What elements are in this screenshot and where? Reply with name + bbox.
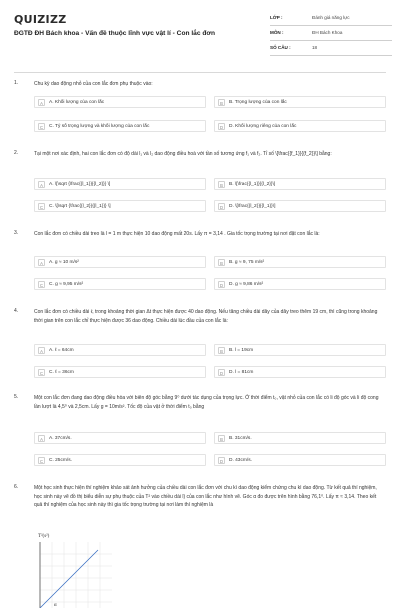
meta-row-subject xyxy=(270,26,392,41)
option-c[interactable] xyxy=(34,278,206,290)
option-letter: C xyxy=(39,205,44,210)
option-text: B. Trọng lượng của con lắc xyxy=(229,99,287,105)
option-letter: D xyxy=(219,283,224,288)
question-number: 3. xyxy=(14,230,19,236)
meta-row-count xyxy=(270,41,392,56)
meta-key: SỐ CÂU : xyxy=(270,45,291,50)
option-letter: D xyxy=(219,459,224,464)
option-b[interactable] xyxy=(214,178,386,190)
meta-key: MÔN : xyxy=(270,30,284,35)
option-text: C. g ≈ 9,95 m/s² xyxy=(49,281,84,287)
option-d[interactable] xyxy=(214,278,386,290)
question-3 xyxy=(14,230,386,300)
graph-angle-label: α xyxy=(54,603,57,608)
option-text: D. \[\frac{{l_2}}{{l_1}}\] xyxy=(229,203,276,209)
option-text: B. \[\frac{{l_1}}{{l_2}}\] xyxy=(229,181,276,187)
worksheet-header xyxy=(0,0,400,64)
question-number: 5. xyxy=(14,394,19,400)
question-number: 2. xyxy=(14,150,19,156)
meta-value: ĐH Bách Khoa xyxy=(312,30,343,35)
option-text: C. ℓ = 36cm xyxy=(49,369,74,375)
option-b[interactable] xyxy=(214,432,386,444)
question-text: Con lắc đơn có chiều dài ℓ, trong khoảng thời gian Δt thực hiện được 40 dao động. Nếu tăng chiều dài dây của dây treo thêm 19 cm, thì cũng trong khoảng thời gian trên con lắc chỉ thực hiện được 36 dao động. Chiều dài lúc đầu của con lắc là: xyxy=(34,309,378,324)
option-text: B. 31cm/s. xyxy=(229,435,252,441)
option-text: C. \[\sqrt {\frac{{l_2}}{{l_1}}} \] xyxy=(49,203,111,209)
meta-value: 18 xyxy=(312,45,318,50)
option-text: D. g ≈ 9,86 m/s² xyxy=(229,281,264,287)
question-6 xyxy=(14,484,386,524)
question-number: 4. xyxy=(14,308,19,314)
option-a[interactable] xyxy=(34,96,206,108)
question-text: Một học sinh thực hiện thí nghiệm khảo sát ảnh hưởng của chiều dài con lắc đơn với chu kì dao động kiểm chứng chu kì dao động. Từ kết quả thí nghiệm, học sinh này vẽ đồ thị biểu diễn sự phụ thuộc của T² vào chiều dài l) của con lắc như hình vẽ. Góc α đo được trên hình bằng 76,1⁰. Lấy π ≈ 3,14. Theo kết quả thí nghiệm của học sinh này thì gia tốc trọng trường tại nơi làm thí nghiệm là xyxy=(34,485,377,508)
option-text: D. Khối lượng riêng của con lắc xyxy=(229,123,297,129)
question-number: 6. xyxy=(14,484,19,490)
worksheet-title: ĐGTĐ ĐH Bách khoa - Vấn đề thuộc lĩnh vực vật lí - Con lắc đơn xyxy=(14,30,216,37)
option-a[interactable] xyxy=(34,344,206,356)
option-text: C. 25cm/s. xyxy=(49,457,72,463)
option-text: A. 37cm/s. xyxy=(49,435,72,441)
option-text: D. l = 81cm xyxy=(229,369,254,375)
question-1 xyxy=(14,80,386,140)
option-text: D. 43cm/s. xyxy=(229,457,252,463)
option-d[interactable] xyxy=(214,120,386,132)
question-number: 1. xyxy=(14,80,19,86)
option-a[interactable] xyxy=(34,432,206,444)
option-c[interactable] xyxy=(34,454,206,466)
option-letter: B xyxy=(218,99,225,106)
option-d[interactable] xyxy=(214,200,386,212)
option-text: A. ℓ = 64cm xyxy=(49,347,74,353)
option-b[interactable] xyxy=(214,96,386,108)
option-text: A. Khối lượng của con lắc xyxy=(49,99,105,105)
option-d[interactable] xyxy=(214,366,386,378)
meta-value: Đánh giá năng lực xyxy=(312,15,350,20)
option-b[interactable] xyxy=(214,344,386,356)
t2-vs-length-graph xyxy=(28,528,112,608)
option-b[interactable] xyxy=(214,256,386,268)
question-text: Một con lắc đơn đang dao động điều hòa với biên độ góc bằng 9⁰ dưới tác dụng của trọng lực. Ở thời điểm t₀, vật nhỏ của con lắc có li độ góc và li độ cong lần lượt là 4,5⁰ và 2,5cm. Lấy g = 10m/s². Tốc độ của vật ở thời điểm t₀ bằng xyxy=(34,395,379,410)
option-letter: D xyxy=(219,205,224,210)
graph-grid xyxy=(40,542,112,608)
option-letter: A xyxy=(38,181,45,188)
option-a[interactable] xyxy=(34,256,206,268)
question-text: Con lắc đơn có chiều dài treo là l = 1 m thực hiện 10 dao động mất 20s. Lấy π = 3,14 . Gia tốc trọng trường tại nơi đặt con lắc là: xyxy=(34,231,320,237)
option-a[interactable] xyxy=(34,178,206,190)
question-2 xyxy=(14,150,386,222)
option-letter: C xyxy=(39,459,44,464)
option-c[interactable] xyxy=(34,120,206,132)
option-c[interactable] xyxy=(34,200,206,212)
option-letter: A xyxy=(38,259,45,266)
option-letter: B xyxy=(218,259,225,266)
option-letter: D xyxy=(219,125,224,130)
option-letter: B xyxy=(218,181,225,188)
header-divider xyxy=(14,72,386,73)
meta-row-class xyxy=(270,11,392,26)
worksheet-meta xyxy=(270,11,392,56)
option-letter: A xyxy=(38,99,45,106)
option-c[interactable] xyxy=(34,366,206,378)
quizizz-logo: QUIZIZZ xyxy=(14,13,67,26)
option-letter: A xyxy=(38,435,45,442)
meta-key: LỚP : xyxy=(270,15,283,20)
question-5 xyxy=(14,394,386,474)
option-letter: C xyxy=(39,283,44,288)
option-text: B. l = 19cm xyxy=(229,347,254,353)
option-text: A. g ≈ 10 m/s² xyxy=(49,259,79,265)
graph-line xyxy=(40,550,98,608)
option-letter: A xyxy=(38,347,45,354)
option-text: C. Tỷ số trọng lượng và khối lượng của con lắc xyxy=(49,123,150,129)
question-text: Tại một nơi xác định, hai con lắc đơn có độ dài l₁ và l₂ dao động điều hoà với tần số tương ứng f₁ và f₂. Tỉ số \[\frac{{f_1}}{{f_2}}\] bằng: xyxy=(34,151,332,157)
question-4 xyxy=(14,308,386,386)
option-text: B. g ≈ 9, 75 m/s² xyxy=(229,259,265,265)
option-text: A. \[\sqrt {\frac{{l_1}}{{l_2}}} \] xyxy=(49,181,111,187)
option-letter: B xyxy=(218,347,225,354)
option-letter: C xyxy=(39,371,44,376)
option-d[interactable] xyxy=(214,454,386,466)
graph-y-label: T²(s²) xyxy=(38,534,50,539)
option-letter: D xyxy=(219,371,224,376)
option-letter: C xyxy=(39,125,44,130)
question-text: Chu kỳ dao động nhỏ của con lắc đơn phụ thuộc vào: xyxy=(34,81,153,87)
option-letter: B xyxy=(218,435,225,442)
